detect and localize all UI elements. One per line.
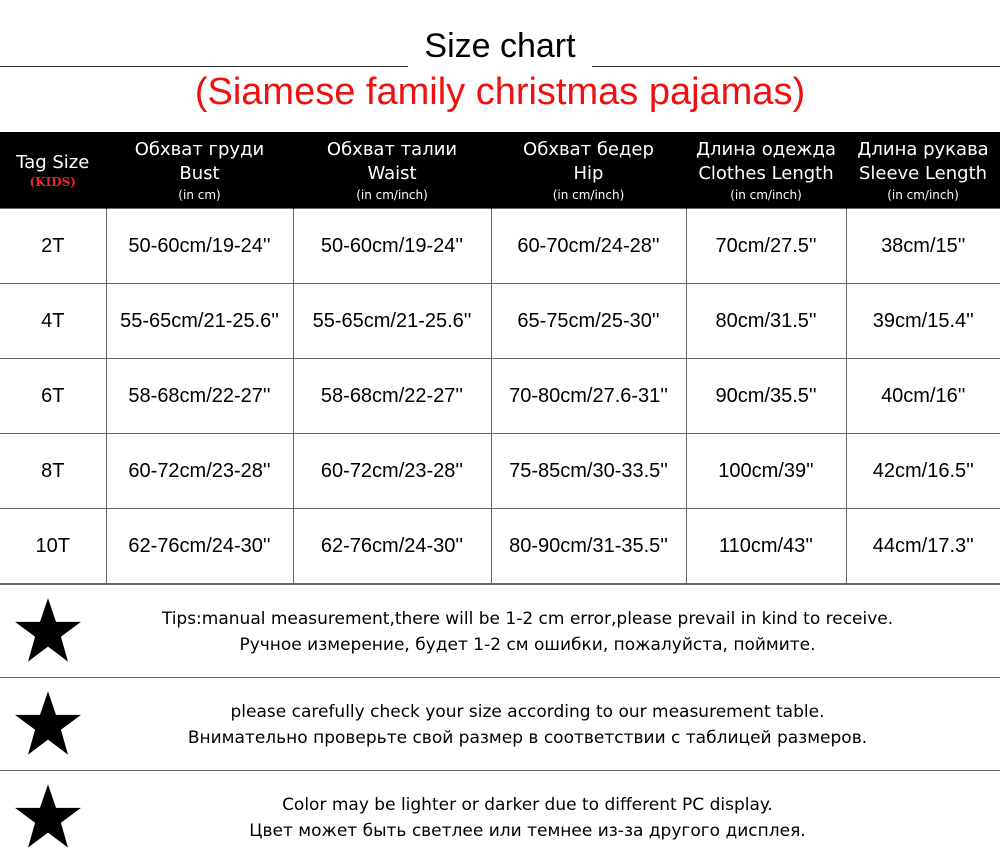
tip-text-ru: Ручное измерение, будет 1-2 см ошибки, пожалуйста, поймите. [239,634,816,655]
kids-label: (KIDS) [29,175,76,189]
size-table [0,132,1000,584]
cell-tag-size: 6T [0,359,106,434]
cell-hip: 60-70cm/24-28'' [491,209,686,284]
cell-clothes-length: 110cm/43'' [686,509,846,584]
cell-clothes-length: 70cm/27.5'' [686,209,846,284]
cell-clothes-length: 100cm/39'' [686,434,846,509]
tip-row [0,677,1000,771]
cell-hip: 75-85cm/30-33.5'' [491,434,686,509]
cell-waist: 62-76cm/24-30'' [293,509,491,584]
table-row [0,359,1000,434]
cell-hip: 65-75cm/25-30'' [491,284,686,359]
cell-hip: 80-90cm/31-35.5'' [491,509,686,584]
column-header-tag-size [0,132,106,209]
column-header-sleeve-length [846,132,1000,209]
column-unit: (in cm/inch) [730,187,802,202]
page-subtitle: (Siamese family christmas pajamas) [194,71,806,113]
cell-sleeve-length: 42cm/16.5'' [846,434,1000,509]
cell-sleeve-length: 40cm/16'' [846,359,1000,434]
column-label-en: Waist [367,162,417,184]
tip-row [0,584,1000,678]
column-label-ru: Длина рукава [857,138,989,160]
cell-sleeve-length: 44cm/17.3'' [846,509,1000,584]
column-label-en: Bust [179,162,220,184]
table-row [0,509,1000,584]
cell-waist: 58-68cm/22-27'' [293,359,491,434]
tip-text-en: please carefully check your size according to our measurement table. [230,701,825,722]
column-label-en: Hip [573,162,604,184]
cell-sleeve-length: 39cm/15.4'' [846,284,1000,359]
column-label-en: Clothes Length [698,162,834,184]
tip-text [100,771,955,864]
column-unit: (in cm/inch) [552,187,625,202]
column-unit: (in cm/inch) [356,187,428,202]
tip-text-ru: Внимательно проверьте свой размер в соответствии с таблицей размеров. [187,727,868,748]
cell-clothes-length: 80cm/31.5'' [686,284,846,359]
column-header-hip [491,132,686,209]
cell-tag-size: 10T [0,509,106,584]
cell-tag-size: 8T [0,434,106,509]
cell-bust: 58-68cm/22-27'' [106,359,293,434]
column-label: Tag Size [16,152,90,173]
column-unit: (in cm) [178,187,221,202]
tip-text [100,678,955,771]
cell-sleeve-length: 38cm/15'' [846,209,1000,284]
column-header-clothes-length [686,132,846,209]
table-row [0,434,1000,509]
cell-bust: 50-60cm/19-24'' [106,209,293,284]
cell-tag-size: 2T [0,209,106,284]
cell-bust: 55-65cm/21-25.6'' [106,284,293,359]
tip-text-ru: Цвет может быть светлее или темнее из-за другого дисплея. [249,820,806,841]
tip-row [0,770,1000,864]
cell-tag-size: 4T [0,284,106,359]
column-header-waist [293,132,491,209]
table-row [0,284,1000,359]
table-row [0,209,1000,284]
star-icon [14,597,82,665]
column-label-ru: Обхват талии [326,138,458,160]
column-unit: (in cm/inch) [887,187,959,202]
tip-text-en: Color may be lighter or darker due to different PC display. [282,794,773,815]
tip-text [100,585,955,678]
star-icon [14,690,82,758]
column-header-bust [106,132,293,209]
column-label-ru: Длина одежда [695,138,836,160]
page-title: Size chart [424,27,576,65]
cell-bust: 60-72cm/23-28'' [106,434,293,509]
title-block [0,0,1000,132]
star-icon [14,783,82,851]
cell-waist: 60-72cm/23-28'' [293,434,491,509]
tips-section [0,584,1000,865]
column-label-ru: Обхват груди [134,138,265,160]
cell-bust: 62-76cm/24-30'' [106,509,293,584]
tip-text-en: Tips:manual measurement,there will be 1-2 cm error,please prevail in kind to receive. [161,608,894,629]
cell-waist: 50-60cm/19-24'' [293,209,491,284]
cell-clothes-length: 90cm/35.5'' [686,359,846,434]
column-label-ru: Обхват бедер [523,138,654,160]
cell-waist: 55-65cm/21-25.6'' [293,284,491,359]
table-header-row [0,132,1000,209]
cell-hip: 70-80cm/27.6-31'' [491,359,686,434]
column-label-en: Sleeve Length [858,162,988,184]
